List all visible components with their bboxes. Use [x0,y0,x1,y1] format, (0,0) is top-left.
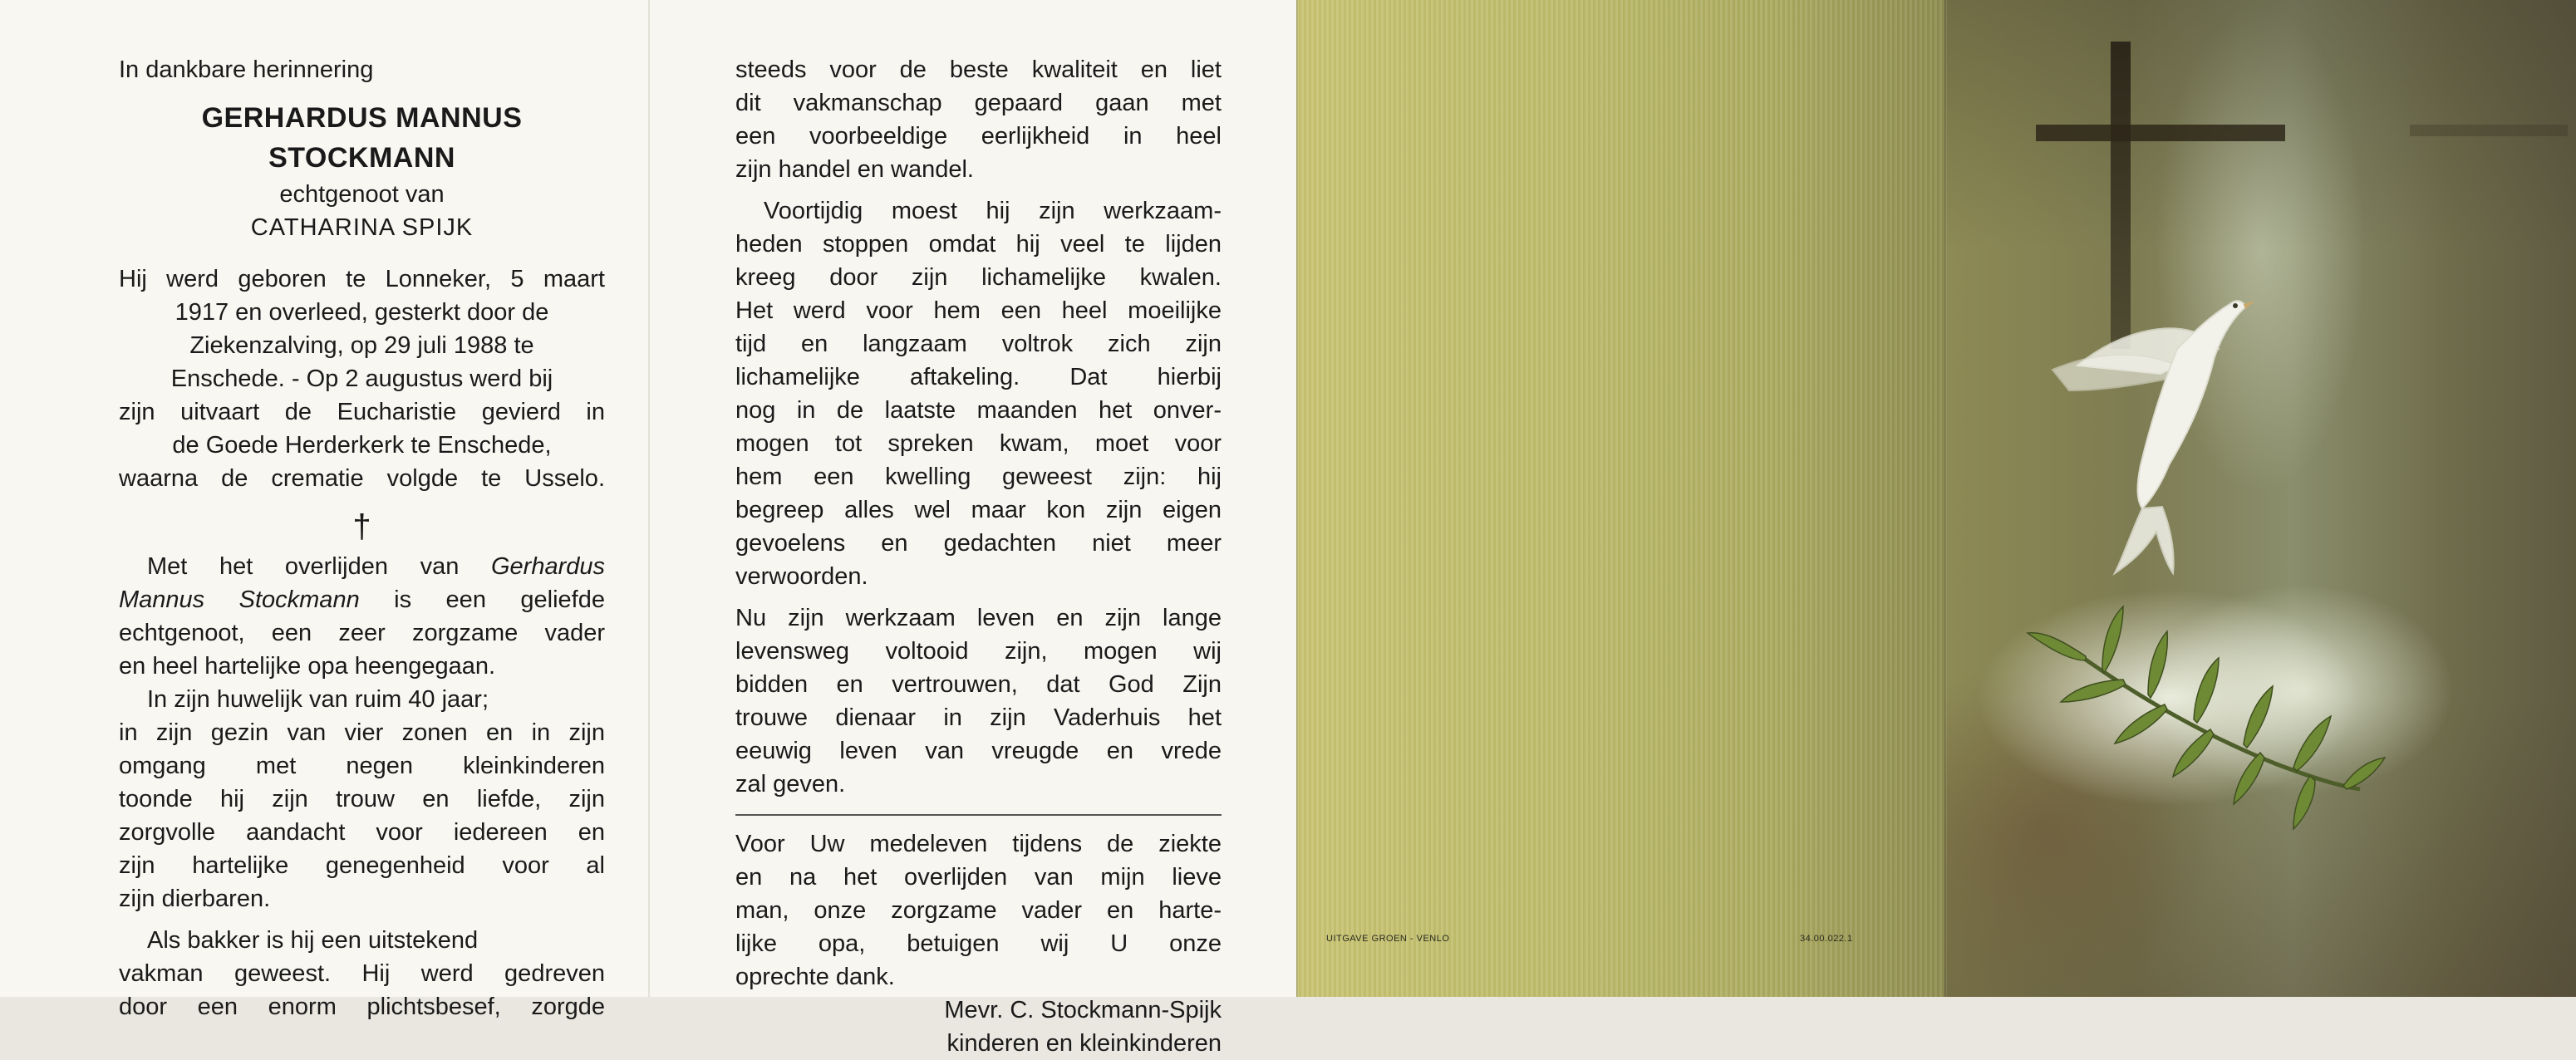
text-line: heden stoppen omdat hij veel te lijden [735,231,1222,258]
signature-line-2: kinderen en kleinkinderen [946,1030,1222,1057]
text-line: zijn handel en wandel. [735,156,974,183]
text-line: vakman geweest. Hij werd gedreven [119,960,605,987]
faith-paragraph [735,601,1222,801]
text-line: hem een kwelling geweest zijn: hij [735,464,1222,490]
text-line: Voor Uw medeleven tijdens de ziekte [735,831,1222,857]
publisher-imprint: UITGAVE GROEN - VENLO [1326,934,1450,944]
text-line: en na het overlijden van mijn lieve [735,864,1222,891]
left-page-text [119,53,605,1023]
card-heading: In dankbare herinnering [119,56,374,83]
biography-paragraph [119,263,605,495]
text-line: zijn uitvaart de Eucharistie gevierd in [119,399,605,425]
thanks-paragraph [735,827,1222,994]
text-line: lichamelijke aftakeling. Dat hierbij [735,364,1222,390]
deceased-name-line1: GERHARDUS MANNUS [201,102,523,134]
text-line: trouwe dienaar in zijn Vaderhuis het [735,704,1222,731]
text-line: lijke opa, betuigen wij U onze [735,930,1222,957]
left-inner-page [0,0,648,1020]
text-line [119,583,605,616]
text-line: Als bakker is hij een uitstekend [147,927,479,954]
memorial-paragraph-2 [119,683,605,915]
cover-illustration [1944,0,2576,997]
text-line: levensweg voltooid zijn, mogen wij [735,638,1222,665]
text-line: oprechte dank. [735,964,895,990]
text-line: kreeg door zijn lichamelijke kwalen. [735,264,1222,291]
text-line: steeds voor de beste kwaliteit en liet [735,56,1222,83]
text-line: Ziekenzalving, op 29 juli 1988 te [189,332,534,359]
article-number: 34.00.022.1 [1800,934,1853,944]
italic-name: Mannus Stockmann [119,586,360,613]
text-line: Nu zijn werkzaam leven en zijn lange [735,605,1222,631]
illness-paragraph [735,194,1222,593]
italic-name: Gerhardus [490,553,605,580]
text-line: gevoelens en gedachten niet meer [735,530,1222,557]
spouse-prefix: echtgenoot van [279,181,445,208]
continuation-paragraph [735,53,1222,186]
text-line: een voorbeeldige eerlijkheid in heel [735,123,1222,150]
text-line: verwoorden. [735,563,868,590]
card-fold [1296,0,1299,997]
back-cover [1296,0,1944,997]
text-line: zijn hartelijke genegenheid voor al [119,852,605,879]
text-line: begreep alles wel maar kon zijn eigen [735,497,1222,523]
text-line: echtgenoot, een zeer zorgzame vader [119,620,605,646]
text-line: man, onze zorgzame vader en harte- [735,897,1222,924]
text-line: door een enorm plichtsbesef, zorgde [119,994,605,1020]
signature-line-1: Mevr. C. Stockmann-Spijk [944,997,1222,1023]
text-line: zal geven. [735,771,846,797]
text-line: Enschede. - Op 2 augustus werd bij [170,366,553,392]
deceased-name-line2: STOCKMANN [268,142,455,174]
text-line: mogen tot spreken kwam, moet voor [735,430,1222,457]
text-line: In zijn huwelijk van ruim 40 jaar; [147,686,489,713]
text-line: nog in de laatste maanden het onver- [735,397,1222,424]
text-line: 1917 en overleed, gesterkt door de [175,299,549,326]
dove-icon [2052,301,2255,573]
text-line: de Goede Herderkerk te Enschede, [172,432,552,459]
text-line: omgang met negen kleinkinderen [119,753,605,779]
right-page-text [735,53,1222,1060]
text-line: Hij werd geboren te Lonneker, 5 maart [119,266,605,292]
spouse-name: CATHARINA SPIJK [250,214,474,241]
text-line: Voortijdig moest hij zijn werkzaam- [764,198,1222,224]
front-cover [1944,0,2576,997]
text-line [119,550,605,583]
memorial-paragraph-3 [119,924,605,1023]
text-line: eeuwig leven van vreugde en vrede [735,738,1222,764]
text-line: zorgvolle aandacht voor iedereen en [119,819,605,846]
text-fragment: Met het overlijden van [147,553,491,580]
text-line: tijd en langzaam voltrok zich zijn [735,331,1222,357]
text-line: toonde hij zijn trouw en liefde, zijn [119,786,605,812]
text-line: Het werd voor hem een heel moeilijke [735,297,1222,324]
text-fragment: is een geliefde [359,586,605,613]
memorial-paragraph-1 [119,550,605,683]
cross-icon: † [352,508,371,545]
divider [735,814,1222,816]
text-line: en heel hartelijke opa heengegaan. [119,653,496,680]
text-line: zijn dierbaren. [119,886,271,912]
text-line: in zijn gezin van vier zonen en in zijn [119,719,605,746]
text-line: dit vakmanschap gepaard gaan met [735,90,1222,116]
cross-icon [2036,42,2568,349]
text-line: bidden en vertrouwen, dat God Zijn [735,671,1222,698]
text-line: waarna de crematie volgde te Usselo. [119,465,605,492]
